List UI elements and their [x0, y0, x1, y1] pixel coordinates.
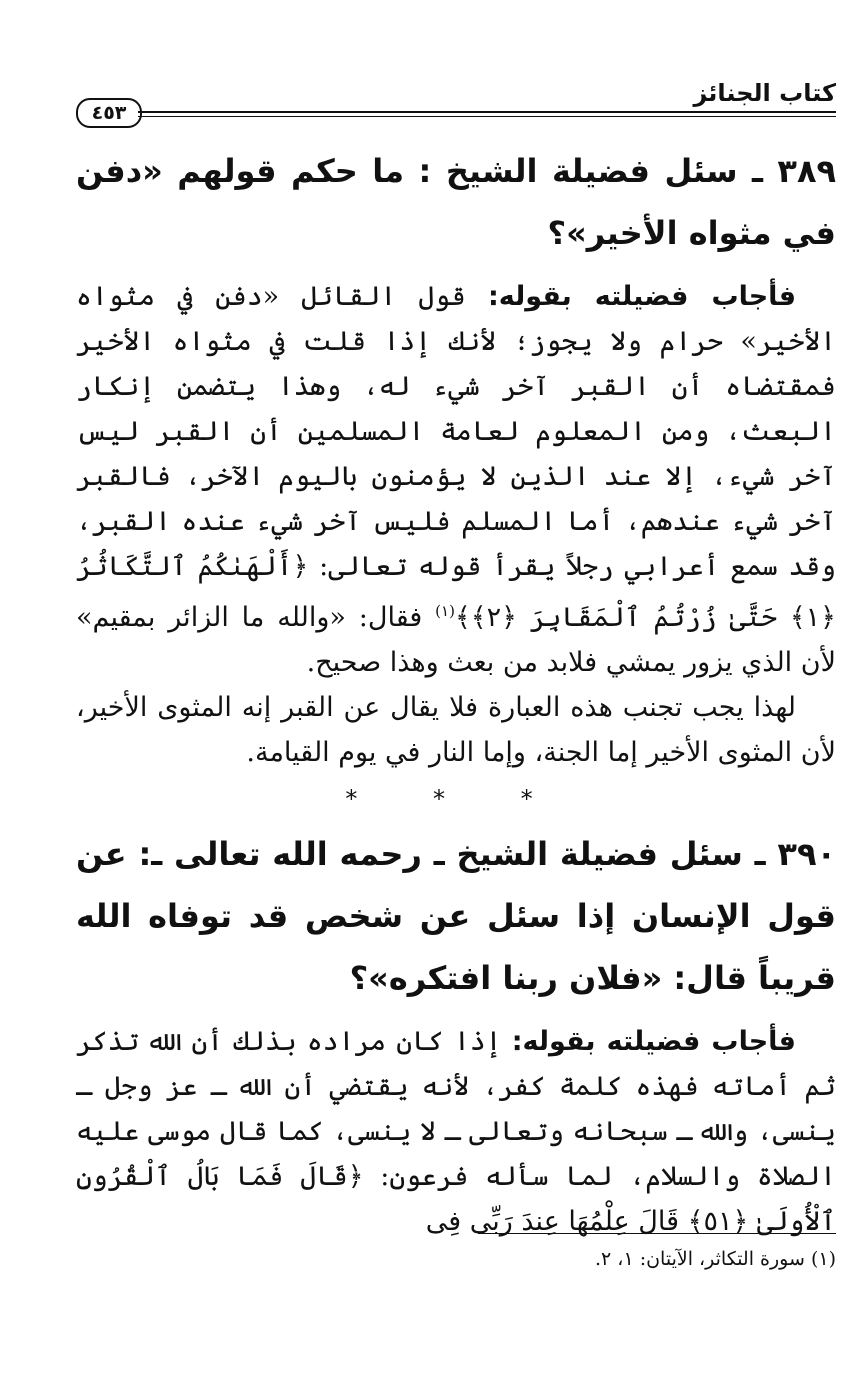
- footnote-rule: [478, 1233, 836, 1234]
- section-separator: * * *: [345, 785, 567, 813]
- header-rule: [138, 111, 836, 117]
- quran-verse: ﴿أَلْهَىٰكُمُ ٱلتَّكَاثُرُ ﴿١﴾ حَتَّىٰ زُرْتُمُ ٱلْمَقَابِرَ ﴿٢﴾﴾: [76, 551, 836, 633]
- chapter-title: كتاب الجنائز: [693, 79, 836, 107]
- page-body: [76, 140, 836, 1244]
- quran-verse: ﴿قَالَ فَمَا بَالُ ٱلْقُرُونِ ٱلْأُولَىٰ ﴿٥١﴾ قَالَ عِلْمُهَا عِندَ رَبِّى فِى: [76, 1161, 836, 1237]
- footnote-reference: (١): [435, 602, 455, 620]
- answer-389-paragraph-2: لهذا يجب تجنب هذه العبارة فلا يقال عن القبر إنه المثوى الأخير، لأن المثوى الأخير إما الجنة، وإما النار في يوم القيامة.: [76, 692, 836, 768]
- answer-389-paragraph: [76, 274, 836, 685]
- answer-390-paragraph: [76, 1019, 836, 1244]
- answer-text-continued: فقال: «والله ما الزائر بمقيم» لأن الذي يزور يمشي فلابد من بعث وهذا صحيح.: [76, 602, 836, 678]
- answer-text: إذا كان مراده بذلك أن الله تذكر ثم أماته فهذه كلمة كفر، لأنه يقتضي أن الله ـ عز وجل ـ ينسى، والله ـ سبحانه وتعالى ـ لا ينسى، كما قال موسى عليه الصلاة والسلام، لما سأله فرعون:: [76, 1026, 836, 1192]
- answer-lead: فأجاب فضيلته بقوله:: [488, 281, 796, 312]
- question-389: ٣٨٩ ـ سئل فضيلة الشيخ : ما حكم قولهم «دفن في مثواه الأخير»؟: [76, 152, 836, 252]
- running-header: [76, 78, 836, 122]
- answer-lead: فأجاب فضيلته بقوله:: [511, 1026, 796, 1057]
- answer-text: قول القائل «دفن في مثواه الأخير» حرام ولا يجوز؛ لأنك إذا قلت في مثواه الأخير فمقتضاه أن القبر آخر شيء له، وهذا يتضمن إنكار البعث، ومن المعلوم لعامة المسلمين أن القبر ليس آخر شيء، إلا عند الذين لا يؤمنون باليوم الآخر، فالقبر آخر شيء عندهم، أما المسلم فليس آخر شيء عنده القبر، وقد سمع أعرابي رجلاً يقرأ قوله تعالى:: [76, 281, 836, 582]
- footnote: (١) سورة التكاثر، الآيتان: ١، ٢.: [595, 1248, 836, 1270]
- question-390: ٣٩٠ ـ سئل فضيلة الشيخ ـ رحمه الله تعالى ـ: عن قول الإنسان إذا سئل عن شخص قد توفاه الله قريباً قال: «فلان ربنا افتكره»؟: [76, 835, 836, 997]
- page-number: ٤٥٣: [76, 98, 142, 128]
